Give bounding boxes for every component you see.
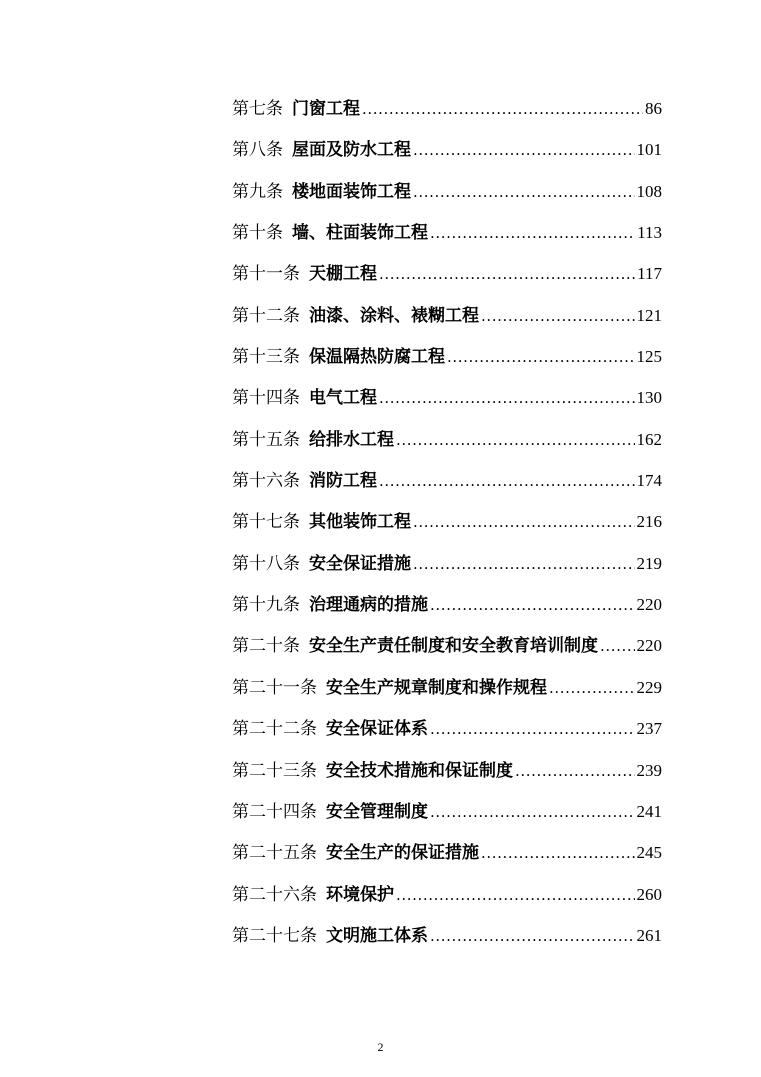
toc-entry-number: 第十六条 (232, 471, 300, 492)
toc-entry-page: 219 (636, 553, 662, 573)
toc-entry-page: 239 (636, 760, 662, 780)
toc-entry-title: 油漆、涂料、裱糊工程 (309, 305, 479, 326)
toc-entry-number: 第十二条 (232, 305, 300, 326)
toc-entry-leader (379, 461, 635, 501)
toc-entry-page: 261 (636, 925, 662, 945)
toc-entry-number: 第十九条 (232, 595, 300, 616)
toc-entry-leader (447, 337, 635, 377)
toc-entry[interactable] (232, 791, 662, 832)
toc-entry-page: 174 (636, 471, 662, 491)
toc-entry-number: 第十四条 (232, 388, 300, 409)
toc-entry-number: 第二十六条 (232, 884, 317, 905)
toc-entry[interactable] (232, 584, 662, 625)
toc-entry-number: 第二十二条 (232, 719, 317, 740)
toc-entry-page: 121 (636, 305, 662, 325)
page-number: 2 (377, 1040, 384, 1054)
toc-entry-title: 安全保证措施 (309, 553, 411, 574)
toc-entry-number: 第十三条 (232, 347, 300, 368)
toc-entry-page: 86 (645, 99, 662, 118)
toc-entry[interactable] (232, 750, 662, 791)
toc-entry[interactable] (232, 915, 662, 956)
toc-entry-number: 第七条 (232, 99, 283, 119)
toc-entry-leader (515, 751, 635, 791)
toc-entry-number: 第八条 (232, 140, 283, 161)
toc-entry-leader (600, 626, 635, 666)
toc-entry-number: 第二十三条 (232, 760, 317, 781)
toc-entry-title: 环境保护 (326, 884, 394, 905)
toc-entry-title: 文明施工体系 (326, 925, 428, 946)
toc-entry[interactable] (232, 419, 662, 460)
toc-entry-title: 门窗工程 (292, 99, 360, 119)
toc-entry-number: 第九条 (232, 181, 283, 202)
toc-entry-leader (430, 916, 635, 956)
toc-entry-page: 113 (637, 223, 662, 243)
toc-entry-number: 第十八条 (232, 553, 300, 574)
toc-entry-page: 108 (636, 181, 662, 201)
toc-entry-page: 241 (636, 801, 662, 821)
toc-entry-title: 保温隔热防腐工程 (309, 347, 445, 368)
toc-entry-title: 安全生产责任制度和安全教育培训制度 (309, 636, 598, 657)
toc-entry[interactable] (232, 253, 662, 294)
toc-entry-title: 安全保证体系 (326, 719, 428, 740)
toc-entry-title: 其他装饰工程 (309, 512, 411, 533)
toc-entry-number: 第十一条 (232, 264, 300, 285)
toc-entry-title: 安全技术措施和保证制度 (326, 760, 513, 781)
toc-entry-number: 第二十五条 (232, 843, 317, 864)
table-of-contents (232, 88, 662, 956)
toc-entry-leader (481, 296, 635, 336)
toc-entry-title: 治理通病的措施 (309, 595, 428, 616)
toc-entry-title: 安全管理制度 (326, 801, 428, 822)
toc-entry[interactable] (232, 543, 662, 584)
toc-entry[interactable] (232, 625, 662, 666)
toc-entry-leader (379, 378, 635, 418)
toc-entry-title: 屋面及防水工程 (292, 140, 411, 161)
toc-entry-title: 墙、柱面装饰工程 (292, 223, 428, 244)
toc-entry-number: 第二十一条 (232, 677, 317, 698)
toc-entry-leader (413, 544, 635, 584)
toc-entry[interactable] (232, 460, 662, 501)
toc-entry-number: 第十七条 (232, 512, 300, 533)
toc-entry-leader (430, 792, 635, 832)
toc-entry[interactable] (232, 667, 662, 708)
toc-entry-page: 245 (636, 843, 662, 863)
toc-entry-leader (396, 875, 635, 915)
toc-entry[interactable] (232, 336, 662, 377)
toc-entry-leader (413, 172, 635, 212)
toc-entry-leader (413, 502, 635, 542)
toc-entry-title: 天棚工程 (309, 264, 377, 285)
toc-entry-leader (481, 833, 635, 873)
toc-entry[interactable] (232, 295, 662, 336)
toc-entry-leader (430, 585, 635, 625)
toc-entry-number: 第二十四条 (232, 801, 317, 822)
toc-entry-page: 117 (637, 264, 662, 284)
toc-entry-title: 消防工程 (309, 471, 377, 492)
toc-entry-title: 楼地面装饰工程 (292, 181, 411, 202)
toc-entry-page: 229 (636, 677, 662, 697)
toc-entry-page: 101 (636, 140, 662, 160)
toc-entry[interactable] (232, 832, 662, 873)
toc-entry-title: 安全生产的保证措施 (326, 843, 479, 864)
toc-entry-leader (413, 130, 635, 170)
toc-entry-page: 130 (636, 388, 662, 408)
toc-entry-page: 220 (636, 595, 662, 615)
toc-entry-page: 216 (636, 512, 662, 532)
toc-entry-leader (396, 420, 635, 460)
toc-entry-page: 125 (636, 347, 662, 367)
toc-entry-number: 第十五条 (232, 429, 300, 450)
toc-entry-leader (362, 89, 643, 129)
toc-entry-page: 162 (636, 429, 662, 449)
toc-entry-page: 260 (636, 884, 662, 904)
toc-entry[interactable] (232, 874, 662, 915)
toc-entry[interactable] (232, 708, 662, 749)
toc-entry[interactable] (232, 501, 662, 542)
toc-entry-title: 安全生产规章制度和操作规程 (326, 677, 547, 698)
toc-entry-page: 220 (636, 636, 662, 656)
toc-entry[interactable] (232, 129, 662, 170)
toc-entry[interactable] (232, 212, 662, 253)
toc-entry-number: 第二十条 (232, 636, 300, 657)
toc-entry[interactable] (232, 88, 662, 129)
toc-entry-leader (549, 668, 635, 708)
toc-entry-number: 第十条 (232, 223, 283, 244)
toc-entry-leader (379, 254, 635, 294)
toc-entry-leader (430, 709, 635, 749)
toc-entry-title: 电气工程 (309, 388, 377, 409)
toc-entry-leader (430, 213, 635, 253)
toc-entry-title: 给排水工程 (309, 429, 394, 450)
toc-entry-number: 第二十七条 (232, 925, 317, 946)
toc-entry[interactable] (232, 171, 662, 212)
toc-entry[interactable] (232, 377, 662, 418)
toc-entry-page: 237 (636, 719, 662, 739)
